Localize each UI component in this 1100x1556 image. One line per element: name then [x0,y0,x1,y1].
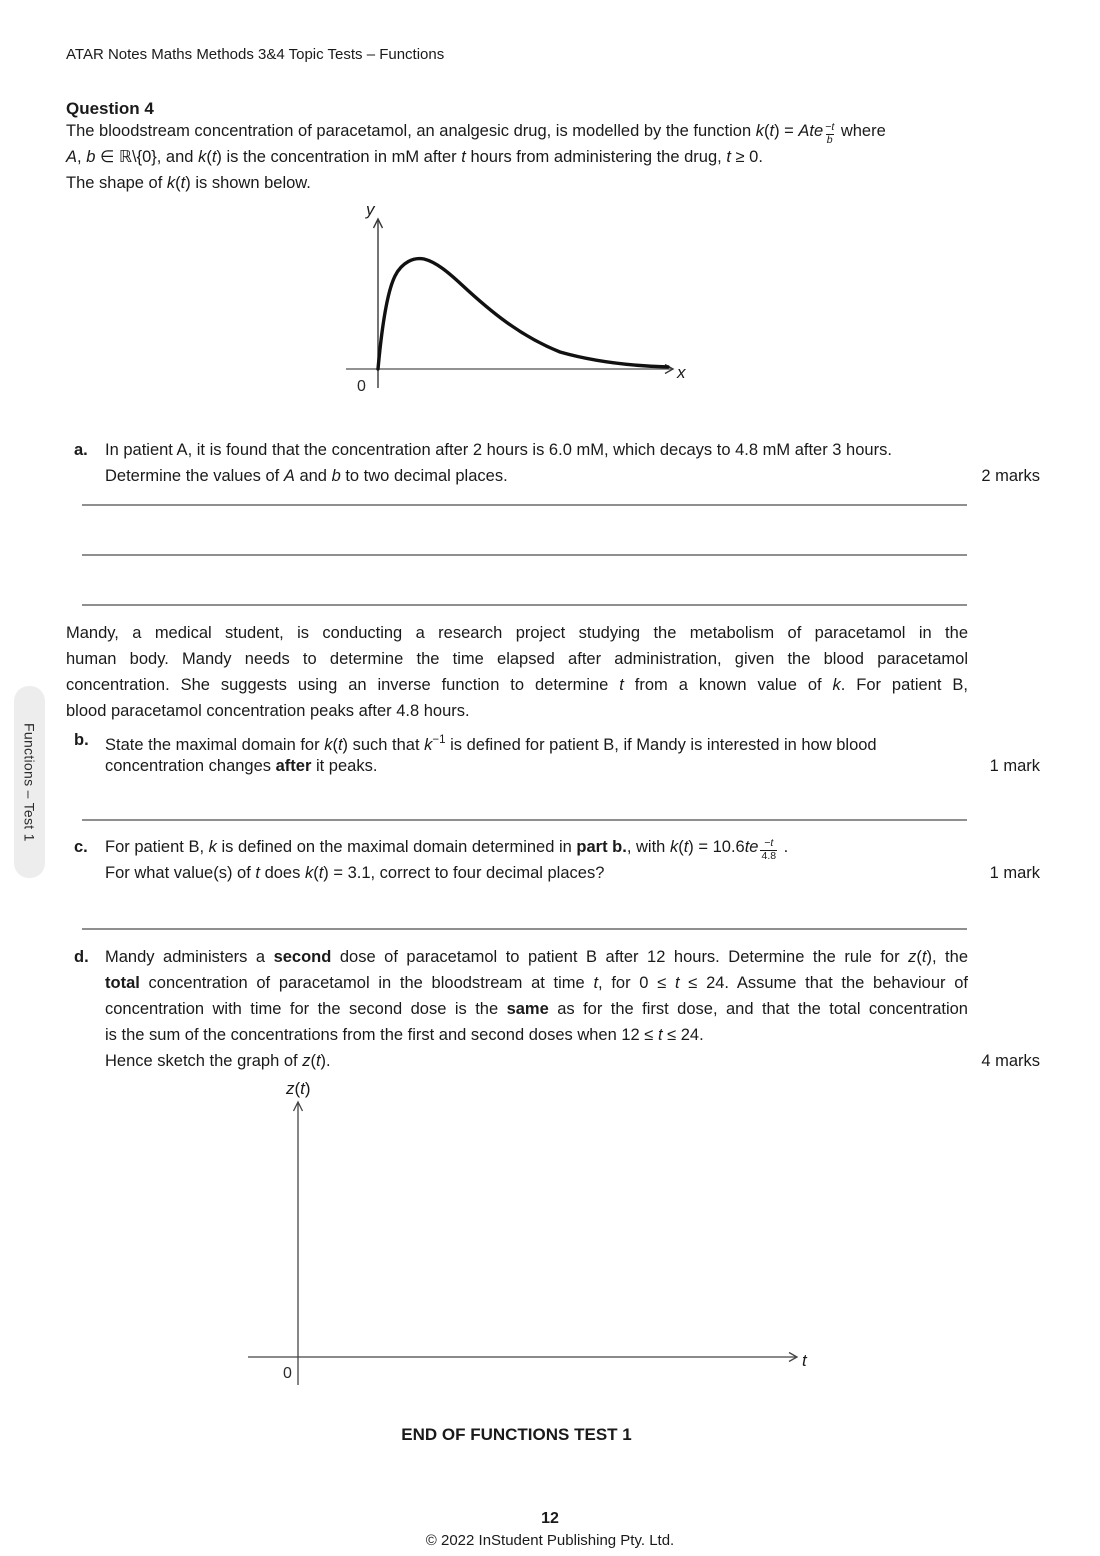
part-d-line-5: Hence sketch the graph of z(t). [105,1052,331,1070]
part-b-label: b. [74,731,89,749]
answer-line [82,504,967,506]
part-d-marks: 4 marks [981,1052,1040,1070]
part-d-label: d. [74,948,89,966]
part-d-line-3: concentration with time for the second dose is the same as for the first dose, and that the total concentration [105,1000,968,1018]
question-intro-line-2: A, b ∈ ℝ\{0}, and k(t) is the concentration in mM after t hours from administering the drug, t ≥ 0. [66,148,763,166]
context-paragraph-line-2: human body. Mandy needs to determine the time elapsed after administration, given the blood paracetamol [66,650,968,668]
graph2-origin-label: 0 [283,1365,292,1382]
part-c-marks: 1 mark [989,864,1040,882]
graph1-x-axis-label: x [677,363,686,382]
function-curve [378,259,668,369]
side-tab-label: Functions – Test 1 [21,722,38,842]
question-title: Question 4 [66,99,154,118]
part-a-label: a. [74,441,88,459]
part-c-label: c. [74,838,88,856]
page-number: 12 [541,1510,559,1527]
copyright-text: © 2022 InStudent Publishing Pty. Ltd. [425,1532,675,1549]
page-header: ATAR Notes Maths Methods 3&4 Topic Tests – Functions [66,46,445,63]
part-b-marks: 1 mark [989,757,1040,775]
graph2-x-axis-label: t [802,1351,807,1370]
part-c-line-2: For what value(s) of t does k(t) = 3.1, correct to four decimal places? [105,864,605,882]
part-a-line-2: Determine the values of A and b to two decimal places. [105,467,508,485]
part-d-line-2: total concentration of paracetamol in the bloodstream at time t, for 0 ≤ t ≤ 24. Assume that the behaviour of [105,974,968,992]
part-d-line-1: Mandy administers a second dose of paracetamol to patient B after 12 hours. Determine the rule for z(t), the [105,948,968,966]
answer-line [82,819,967,821]
context-paragraph-line-3: concentration. She suggests using an inverse function to determine t from a known value of k. For patient B, [66,676,968,694]
part-a-line-1: In patient A, it is found that the concentration after 2 hours is 6.0 mM, which decays to 4.8 mM after 3 hours. [105,441,892,459]
part-c-line-1: For patient B, k is defined on the maximal domain determined in part b., with k(t) = 10.6te $\frac{-t}{4.8}$ . [105,837,789,862]
graph1-y-axis-label: y [366,200,375,219]
graph1-origin-label: 0 [357,378,366,395]
part-b-line-1: State the maximal domain for k(t) such that $k^{-1}$ is defined for patient B, if Mandy is interested in how blood [105,734,877,754]
part-a-marks: 2 marks [981,467,1040,485]
question-intro-line-1: The bloodstream concentration of paracetamol, an analgesic drug, is modelled by the function k(t) = Ate $\frac{-t}{b}$ where [66,121,886,146]
context-paragraph-line-1: Mandy, a medical student, is conducting a research project studying the metabolism of paracetamol in the [66,624,968,642]
answer-line [82,604,967,606]
concentration-shape-graph [340,196,710,396]
context-paragraph-line-4: blood paracetamol concentration peaks after 4.8 hours. [66,702,470,720]
side-tab-functions-test-1 [14,686,45,878]
part-b-line-2: concentration changes after it peaks. [105,757,378,775]
graph2-y-axis-label: z(t) [286,1079,311,1098]
part-d-line-4: is the sum of the concentrations from the first and second doses when 12 ≤ t ≤ 24. [105,1026,704,1044]
answer-line [82,928,967,930]
end-of-test-text: END OF FUNCTIONS TEST 1 [401,1425,632,1444]
sketch-axes-graph [240,1072,820,1392]
question-intro-line-3: The shape of k(t) is shown below. [66,174,311,192]
answer-line [82,554,967,556]
